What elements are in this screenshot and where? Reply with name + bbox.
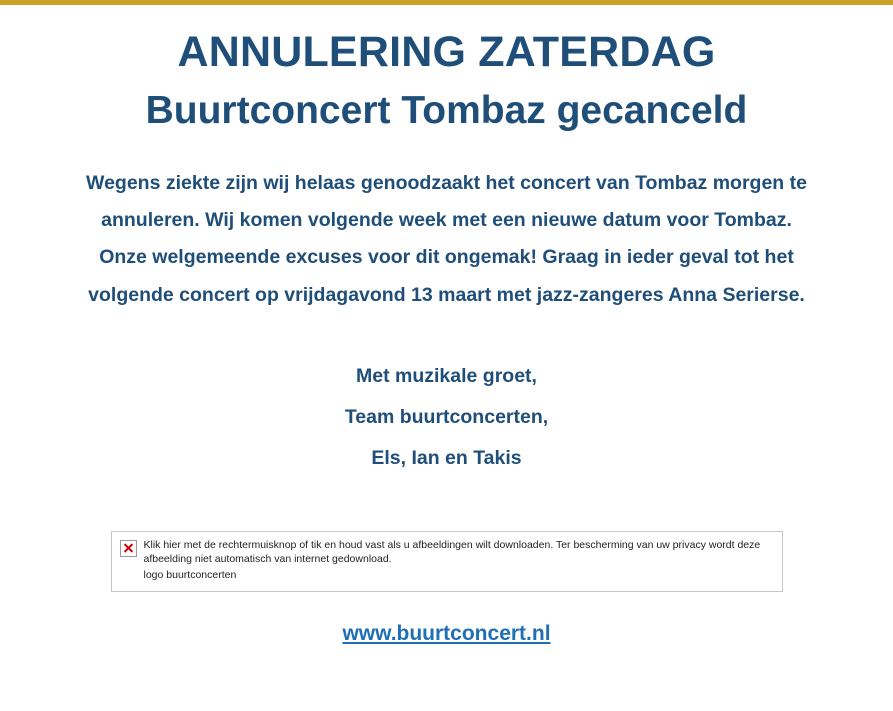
blocked-image-text: [144, 539, 774, 583]
signoff-line: Met muzikale groet,: [356, 365, 537, 388]
body-line: Onze welgemeende excuses voor dit ongemak! Graag in ieder geval tot het: [99, 246, 794, 269]
page-subtitle: Buurtconcert Tombaz gecanceld: [145, 88, 748, 132]
signoff-line: Els, Ian en Takis: [371, 447, 522, 470]
broken-image-icon: [120, 540, 137, 557]
website-link-row: [12, 622, 881, 646]
body-line: Wegens ziekte zijn wij helaas genoodzaakt het concert van Tombaz morgen te: [86, 171, 807, 194]
signoff-line: Team buurtconcerten,: [344, 406, 549, 429]
page-title: ANNULERING ZATERDAG: [177, 28, 716, 76]
blocked-image-placeholder[interactable]: [111, 531, 783, 592]
blocked-image-alt: logo buurtconcerten: [143, 568, 237, 581]
body-text: [19, 165, 875, 315]
body-line: volgende concert op vrijdagavond 13 maart met jazz-zangeres Anna Serierse.: [88, 283, 805, 306]
message-content: [0, 5, 893, 646]
blocked-image-notice: Klik hier met de rechtermuisknop of tik en houd vast als u afbeeldingen wilt downloaden. Ter bescherming van uw privacy wordt deze afbeelding niet automatisch van internet gedownload.: [143, 539, 761, 565]
website-link[interactable]: www.buurtconcert.nl: [342, 621, 551, 645]
signoff-block: [12, 356, 881, 479]
body-line: annuleren. Wij komen volgende week met een nieuwe datum voor Tombaz.: [101, 208, 792, 231]
